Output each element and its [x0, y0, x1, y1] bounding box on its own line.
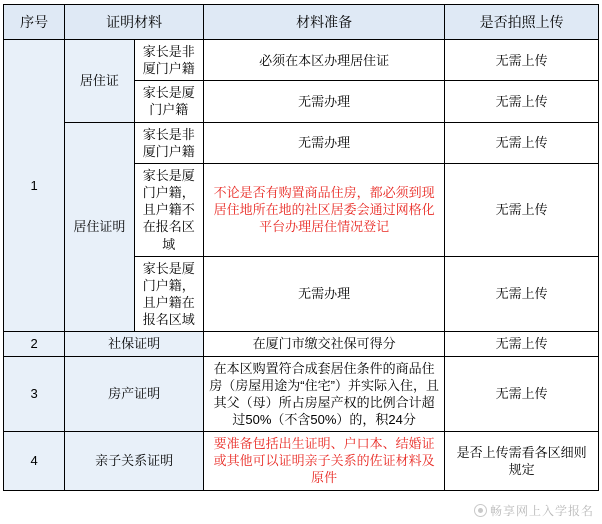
cell-upload-2-3: 无需上传 — [445, 256, 599, 332]
cell-prep-1-2: 无需办理 — [204, 81, 445, 122]
table-body — [4, 40, 599, 491]
table-row — [4, 356, 599, 432]
cell-prep-1-1: 必须在本区办理居住证 — [204, 40, 445, 81]
header-cell-preparation: 材料准备 — [204, 5, 445, 40]
cell-prep-2-2: 不论是否有购置商品住房，都必须到现居住地所在地的社区居委会通过网格化平台办理居住情况登记 — [204, 163, 445, 256]
cell-prep-4: 在本区购置符合成套居住条件的商品住房（房屋用途为“住宅”）并实际入住，且其父（母）所占房屋产权的比例合计超过50%（不含50%）的，积24分 — [204, 356, 445, 432]
cell-material-residence-proof: 居住证明 — [65, 122, 134, 332]
cell-sub-1-2: 家长是厦门户籍 — [134, 81, 203, 122]
cell-seq-2: 2 — [4, 332, 65, 356]
cell-upload-2-1: 无需上传 — [445, 122, 599, 163]
header-cell-upload: 是否拍照上传 — [445, 5, 599, 40]
cell-material-residence-permit: 居住证 — [65, 40, 134, 123]
cell-sub-2-1: 家长是非厦门户籍 — [134, 122, 203, 163]
cell-seq-3: 3 — [4, 356, 65, 432]
cell-prep-5: 要准备包括出生证明、户口本、结婚证或其他可以证明亲子关系的佐证材料及原件 — [204, 432, 445, 490]
header-cell-material: 证明材料 — [65, 5, 204, 40]
cell-upload-1-1: 无需上传 — [445, 40, 599, 81]
table-row — [4, 40, 599, 81]
table-header-row — [4, 5, 599, 40]
table-row — [4, 332, 599, 356]
cell-prep-3: 在厦门市缴交社保可得分 — [204, 332, 445, 356]
cell-material-social-insurance: 社保证明 — [65, 332, 204, 356]
cell-seq-4: 4 — [4, 432, 65, 490]
cell-sub-1-1: 家长是非厦门户籍 — [134, 40, 203, 81]
header-cell-seq: 序号 — [4, 5, 65, 40]
cell-material-parentage: 亲子关系证明 — [65, 432, 204, 490]
watermark-logo-icon — [474, 504, 487, 517]
document-page — [0, 4, 602, 524]
cell-upload-3: 无需上传 — [445, 332, 599, 356]
watermark-text: 畅享网上入学报名 — [489, 504, 594, 518]
table-row — [4, 432, 599, 490]
table-header — [4, 5, 599, 40]
cell-prep-2-3: 无需办理 — [204, 256, 445, 332]
cell-upload-4: 无需上传 — [445, 356, 599, 432]
cell-seq-1: 1 — [4, 40, 65, 332]
requirements-table — [3, 4, 599, 491]
watermark — [474, 502, 594, 519]
cell-upload-2-2: 无需上传 — [445, 163, 599, 256]
cell-material-property: 房产证明 — [65, 356, 204, 432]
cell-upload-1-2: 无需上传 — [445, 81, 599, 122]
cell-sub-2-2: 家长是厦门户籍，且户籍不在报名区域 — [134, 163, 203, 256]
cell-prep-2-1: 无需办理 — [204, 122, 445, 163]
cell-sub-2-3: 家长是厦门户籍，且户籍在报名区域 — [134, 256, 203, 332]
cell-upload-5: 是否上传需看各区细则规定 — [445, 432, 599, 490]
table-row — [4, 122, 599, 163]
